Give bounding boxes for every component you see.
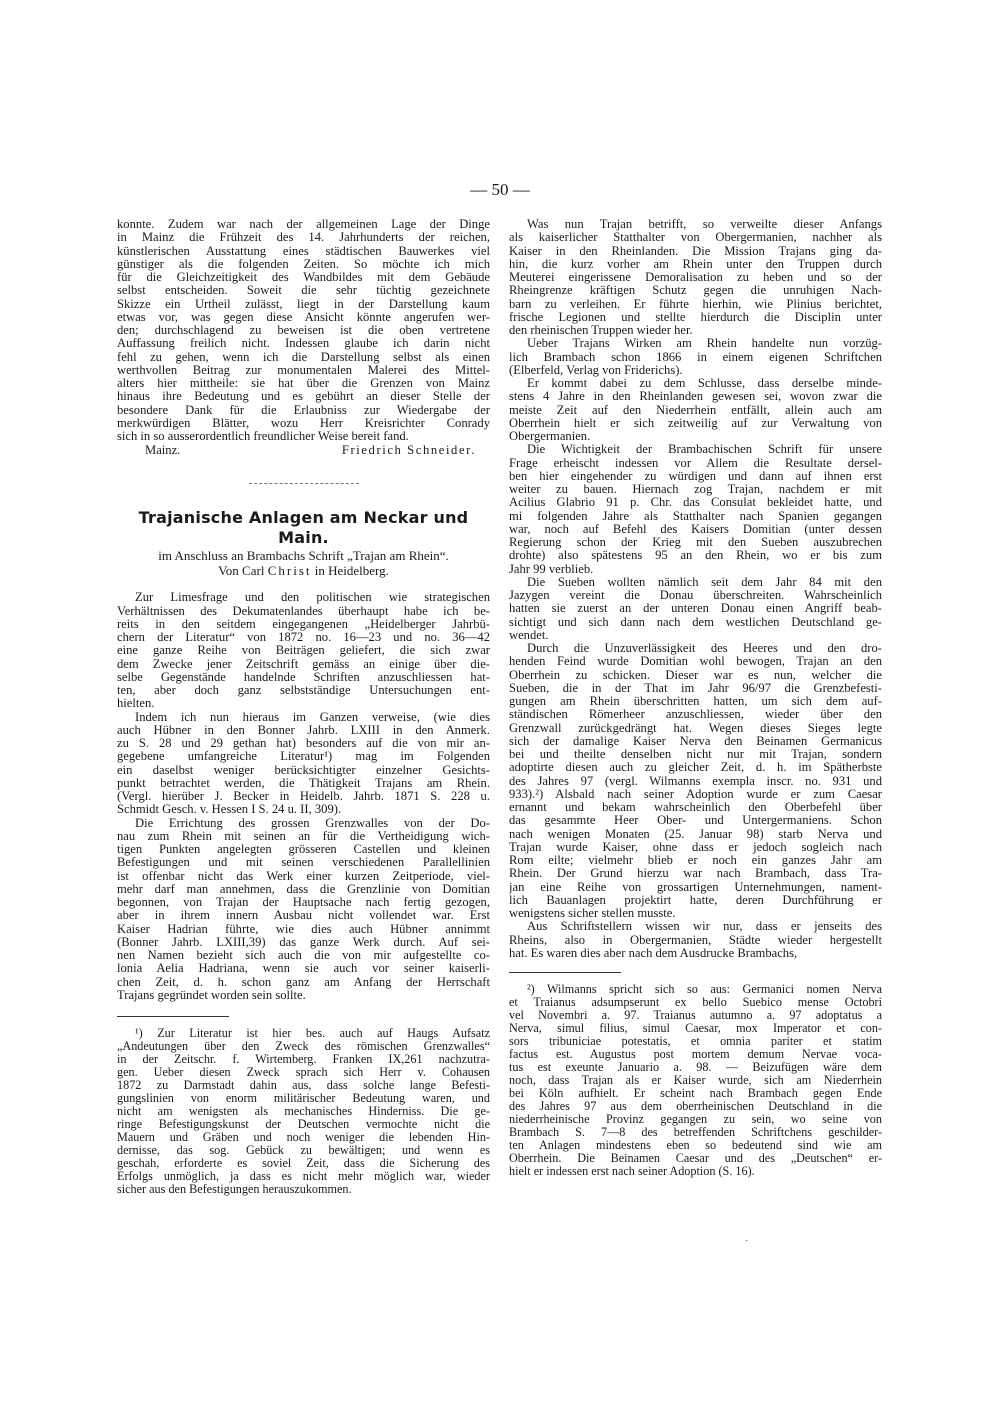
text-line: wenigstens sicher stellen musste. [509,907,676,920]
paragraph [509,642,882,920]
text-line: stens 4 Jahre in den Rheinlanden gewesen sei, wovon zwar die [509,390,882,404]
text-line: Verhältnissen des Dekumatenlandes überhaupt habe ich be- [117,604,490,618]
left-column [117,218,490,1196]
text-line: alters hier mittheile: sie hat über die Grenzen von Mainz [117,377,490,390]
text-line: Trajans gegründet worden sein sollte. [117,988,306,1002]
text-line: ständischen Römerheer anzuschliessen, wieder über den [509,708,882,722]
text-line: (Elberfeld, Verlag von Friderichs). [509,363,683,377]
text-line: tigen Punkten angelegten grösseren Castellen und kleinen [117,843,490,856]
article-byline [117,563,490,579]
text-line: das gesammte Heer Ober- und Untergermaniens. Schon [509,814,882,828]
text-line: zu S. 28 und 29 gethan hat) besonders auf die von mir an- [117,737,490,750]
text-line: Kaiser Hadrian führte, wie dies auch Hübner annimmt [117,922,490,936]
text-line: lich Brambach schon 1866 in einem eigenen Schriftchen [509,350,882,364]
text-line: lonia Aelia Hadriana, wenn sie auch vor seiner kaiserli- [117,962,490,976]
footnote-line: factus est. Augustus post mortem demum Nervae voca- [509,1048,882,1061]
text-line: ben hier eingehender zu würdigen und dann auf ihnen erst [509,469,882,483]
text-line: des Jahres 97 (vergl. Wilmanns exempla inscr. no. 931 und [509,774,882,788]
text-line: war, noch auf Befehl des Kaisers Domitian (unter dessen [509,522,882,536]
article-body-continued [509,218,882,960]
text-line: dem Zwecke jener Zeitschrift gemäss an einige über die- [117,657,490,671]
text-line: Acilius Glabrio 91 p. Chr. das Consulat bekleidet hatte, und [509,496,882,510]
page-number: — 50 — [470,180,530,199]
text-line: fehl zu gehen, wenn ich die Darstellung selbst als einen [117,350,490,364]
paragraph [509,920,882,960]
text-line: 933).²) Alsbald nach seiner Adoption wurde er zum Caesar [509,787,882,801]
footnote-line: Nerva, simul filius, simul Caesar, mox Imperator et con- [509,1022,882,1035]
text-line: chen Zeit, d. h. schon ganz am Anfang der Herrschaft [117,975,490,989]
text-line: Jahr 99 verblieb. [509,562,594,576]
byline-author-name: Christ [267,563,312,579]
text-line: gegebene umfangreiche Literatur¹) mag im Folgenden [117,750,490,764]
footnote-line: Mauern und Gräben und noch weniger die lebenden Hin- [117,1131,490,1144]
text-line: konnte. Zudem war nach der allgemeinen Lage der Dinge [117,218,490,231]
text-line: werthvollen Beitrag zur monumentalen Malerei des Mittel- [117,363,490,377]
text-line: hin, die kurz vorher am Rhein unter den Truppen durch [509,257,882,271]
footnote-line: sors tribuniciae potestatis, et omnia pariter et statim [509,1035,882,1048]
text-line: Oberrhein hielt er sich zeitweilig auf zur Verwaltung von [509,416,882,430]
text-line: Aus Schriftstellern wissen wir nur, dass er jenseits des [527,920,882,934]
text-line: punkt betrachtet werden, die Thätigkeit Trajans am Rhein. [117,776,490,790]
text-line: drohte) also spätestens 95 an den Rhein, wo er bis zum [509,549,882,563]
text-line: hielten. [117,697,155,711]
footnote-line: gungslinien von enorm militärischer Bedeutung waren, und [117,1092,490,1105]
footnote-line: Erfolgs unmöglich, ja dass es nicht mehr möglich war, wieder [117,1170,490,1183]
footnote-line: niederrheinische Provinz gegangen zu sein, wo seine von [509,1113,882,1126]
text-line: eine ganze Reihe von Beiträgen geliefert, die sich zwar [117,644,490,658]
footnote-line: ²) Wilmanns spricht sich so aus: Germanici nomen Nerva [527,983,882,996]
paragraph [509,337,882,377]
text-line: ernannt und bekam wahrscheinlich den Oberbefehl über [509,801,882,814]
footnote-line: ringe Befestigungskunst der Deutschen vermochte nicht die [117,1118,490,1131]
paragraph [509,218,882,337]
text-line: mehr darf man annehmen, dass die Grenzlinie von Domitian [117,882,490,896]
text-line: Zur Limesfrage und den politischen wie strategischen [135,591,490,605]
footnote-line: bei Köln aufhielt. Er scheint nach Brambach gegen Ende [509,1087,882,1100]
text-line: selbe Gegenstände handelnde Schriften anzuschliessen hat- [117,670,490,684]
footnote-rule [117,1016,229,1017]
text-line: Die Wichtigkeit der Brambachischen Schrift für unsere [527,443,882,457]
article-body [117,591,490,1002]
text-line: chern der Literatur“ von 1872 no. 16—23 und no. 36—42 [117,631,490,644]
byline-suffix: in Heidelberg. [314,563,389,579]
text-line: Obergermanien. [509,430,591,443]
text-line: hatten sie zuerst an der unteren Donau einen Angriff beab- [509,602,882,616]
text-line: (Bonner Jahrb. LXIII,39) das ganze Werk durch. Auf sei- [117,935,490,949]
text-line: künstlerischen Ausstattung eines städtischen Bauwerkes viel [117,244,490,258]
text-line: jan eine Reihe von grossartigen Unternehmungen, nament- [509,880,882,894]
text-line: Rhein. Der Grund hierzu war nach Brambach, dass Tra- [509,867,882,881]
byline-prefix: Von Carl [218,563,265,579]
footnote-line: nicht am wenigsten als mechanisches Hinderniss. Die ge- [117,1105,490,1118]
text-line: auch Hübner in den Bonner Jahrb. LXIII in den Anmerk. [117,723,490,737]
signature-author: Friedrich Schneider. [341,443,476,458]
text-line: selbst entscheiden. Soweit die sehr tüchtig gezeichnete [117,284,490,298]
text-line: weiter zu bauen. Hiernach zog Trajan, nachdem er mit [509,483,882,496]
text-line: Jazygen vereint die Donau überschreiten. Wahrscheinlich [509,589,882,602]
footnote-line: Oberrhein. Die Beinamen Caesar und des „Deutschen“ er- [509,1152,882,1165]
footnote-line: des Jahres 97 aus dem oberrheinischen Deutschland in die [509,1100,882,1113]
text-line: Sueben, die in der That im Jahr 96/97 die Grenzbefesti- [509,681,882,695]
footnote-line: in der Zeitschr. f. Wirtemberg. Franken IX,261 nachzutra- [117,1053,490,1066]
text-line: Rheins, also in Obergermanien, Städte wieder hergestellt [509,933,882,947]
text-line: Durch die Unzuverlässigkeit des Heeres und den dro- [527,642,882,655]
text-line: Grenzwall zurückgedrängt hat. Wegen dieses Sieges legte [509,721,882,735]
text-line: ten, aber doch ganz selbstständige Untersuchungen ent- [117,684,490,697]
text-line: Skizze ein Urtheil zulässt, liegt in der Darstellung kaum [117,297,490,311]
footnote-2 [509,983,882,1178]
text-line: nach wenigen Monaten (25. Januar 98) starb Nerva und [509,827,882,841]
footnote-line: ten Anlagen mindestens eben so bedeutend sind wie am [509,1139,882,1152]
footnote-line: 1872 zu Darmstadt dahin aus, dass solche lange Befesti- [117,1079,490,1092]
text-line: Regierung schon der Krieg mit den Sueben auszubrechen [509,536,882,549]
text-line: Rom eilte; vielmehr blieb er noch ein ganzes Jahr am [509,854,882,867]
text-line: gungen am Rhein überschritten hatten, um sich dem auf- [509,695,882,708]
text-line: mi folgenden Jahre als Statthalter nach Spanien gegangen [509,509,882,523]
text-line: Befestigungen und mit seinen verschiedenen Parallellinien [117,856,490,870]
text-line: reits in den seitdem eingegangenen „Heidelberger Jahrbü- [117,617,490,631]
paragraph [117,711,490,817]
text-line: Meuterei eingerissene Demoralisation zu heben und so der [509,271,882,284]
footnote-line: ¹) Zur Literatur ist hier bes. auch auf Haugs Aufsatz [135,1027,490,1040]
footnote-line: gen. Ueber diesen Zweck sprach sich Herr v. Cohausen [117,1066,490,1079]
footnote-rule [509,972,621,973]
footnote-line: et Traianus adsumpserunt ex bello Suebico mense Octobri [509,996,882,1009]
text-line: Er kommt dabei zu dem Schlusse, dass derselbe minde- [527,377,882,390]
text-line: etwas vor, was gegen diese Ansicht könnte angerufen wer- [117,310,490,324]
text-line: in Mainz die Frühzeit des 14. Jahrhunderts der reichen, [117,231,490,245]
text-line: merkwürdigen Blätter, wozu Herr Kreisrichter Conrady [117,416,490,430]
text-line: Indem ich nun hieraus im Ganzen verweise, (wie dies [135,710,490,724]
text-line: Die Errichtung des grossen Grenzwalles von der Do- [135,816,490,830]
text-line: bei und theilte denselben nicht nur mit Trajan, sondern [509,748,882,761]
text-line: Was nun Trajan betrifft, so verweilte dieser Anfangs [527,218,882,231]
text-line: Die Sueben wollten nämlich seit dem Jahr 84 mit den [527,575,882,589]
text-line: ein daselbst weniger berücksichtigter einzelner Gesichts- [117,763,490,777]
footnote-line: hielt er indessen erst nach seiner Adoption (S. 16). [509,1165,755,1178]
footnote-line: geschah, erforderte es soviel Zeit, dass die Sicherung des [117,1157,490,1170]
footnote-line: sicher aus den Befestigungen herauszukommen. [117,1183,352,1196]
text-line: sich in so ausserordentlich freundlicher Weise bereit fand. [117,430,409,443]
text-line: adoptirte diesen auch zu gleicher Zeit, d. h. im Spätherbste [509,761,882,775]
footnote-line: noch, dass Trajan als er Kaiser wurde, sich am Niederrhein [509,1074,882,1087]
text-line: Rheingrenze kräftigen Schutz gegen die unruhigen Nach- [509,284,882,298]
stray-mark: · [745,1236,749,1247]
paragraph [509,377,882,443]
text-line: begonnen, von Trajan der Hauptsache nach fertig gezogen, [117,896,490,909]
text-line: für die Gleichzeitigkeit des Wandbildes mit dem Gebäude [117,271,490,284]
text-line: Kaiser in den Rheinlanden. Die Mission Trajans ging da- [509,244,882,258]
text-line: besondere Dank für die Erlaubniss zur Wiedergabe der [117,403,490,417]
footnote-line: Brambach S. 7—8 des betreffenden Schriftchens geschilder- [509,1126,882,1139]
text-line: als kaiserlicher Statthalter von Obergermanien, nachher als [509,231,882,245]
paragraph [117,817,490,1003]
text-line: Oberrhein zu schicken. Dieser war es nun, welcher die [509,668,882,682]
footnote-1 [117,1027,490,1196]
text-line: Auffassung freilich nicht. Indessen glaube ich darin nicht [117,337,490,351]
text-line: ist offenbar nicht das Werk einer kurzen Zeitperiode, viel- [117,869,490,883]
signature [117,443,490,457]
article-title: Trajanische Anlagen am Neckar und Main. [138,508,469,548]
section-divider [249,483,359,484]
text-line: günstiger als die folgenden Zeiten. So möchte ich mich [117,257,490,271]
text-line: lich Bauanlagen projektirt hatte, deren Durchführung er [509,893,882,907]
right-column [509,218,882,1178]
text-line: frische Legionen und stellte hierdurch die Disciplin unter [509,310,882,324]
text-line: sich der damalige Kaiser Nerva den Beinamen Germanicus [509,734,882,748]
text-line: den; durchschlagend zu beweisen ist die oben vertretene [117,324,490,337]
text-line: Schmidt Gesch. v. Hessen I S. 24 u. II, 309). [117,803,342,817]
footnote-line: vel Novembri a. 97. Traianus autumno a. 97 adoptatus a [509,1009,882,1022]
text-line: hinaus ihre Bedeutung und es gebührt an dieser Stelle der [117,390,490,404]
footnote-line: „Andeutungen über den Zweck des römischen Grenzwalles“ [117,1040,490,1053]
footnote-line: dernisse, das sog. Gebück zu bewältigen; und wenn es [117,1144,490,1157]
footnote-line: tus est exeunte Januario a. 98. — Beizufügen wäre dem [509,1061,882,1074]
paragraph [509,443,882,576]
text-line: meiste Zeit auf den Niederrhein entfällt, allein auch am [509,403,882,417]
text-line: den rheinischen Truppen wieder her. [509,324,693,337]
text-line: barn zu verleihen. Er führte hierhin, wie Plinius berichtet, [509,297,882,311]
continued-text [117,218,490,443]
text-line: henden Feind wurde Domitian wohl bewogen, Trajan an den [509,655,882,669]
text-line: wendet. [509,628,549,642]
paragraph [117,591,490,710]
signature-city: Mainz. [145,443,181,458]
text-line: nau zum Rhein mit seinen an für die Vertheidigung wich- [117,829,490,843]
text-line: Frage erheischt indessen vor Allem die Resultate dersel- [509,456,882,470]
text-line: nen Namen bezieht sich auch die von mir aufgestellte co- [117,949,490,962]
text-line: hat. Es waren dies aber nach dem Ausdrucke Brambachs, [509,946,798,960]
article-subtitle: im Anschluss an Brambachs Schrift „Trajan am Rhein“. [158,548,449,564]
text-line: Ueber Trajans Wirken am Rhein handelte nun vorzüg- [527,337,882,351]
text-line: sichtigt und sich dann nach dem westlichen Deutschland ge- [509,615,882,629]
text-line: aber in ihrem innern Ausbau nicht vollendet war. Erst [117,909,490,923]
text-line: (Vergl. hierüber J. Becker in Heidelb. Jahrb. 1871 S. 228 u. [117,790,490,803]
text-line: Trajan wurde Kaiser, ohne dass er jedoch sogleich nach [509,840,882,854]
paragraph [509,576,882,642]
